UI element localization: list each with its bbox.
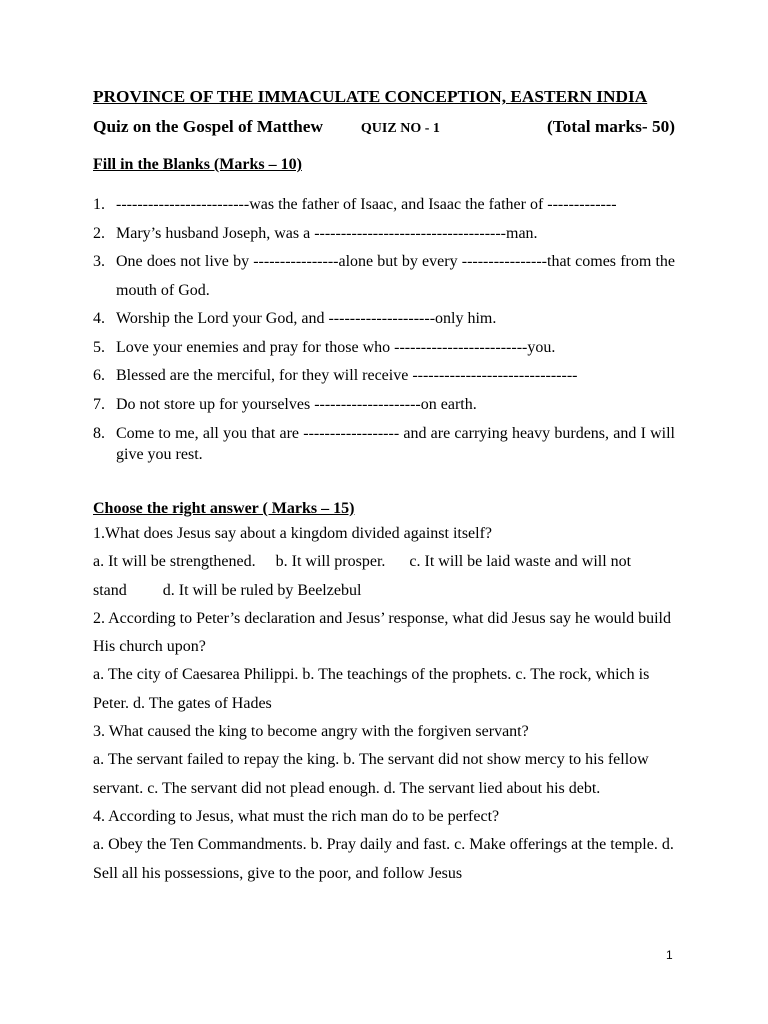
item-text: One does not live by ----------------alone but by every ----------------that comes from the mouth of God. xyxy=(116,253,675,299)
item-text: -------------------------was the father of Isaac, and Isaac the father of ------------- xyxy=(116,196,617,213)
fill-blanks-list xyxy=(93,191,675,465)
total-marks: (Total marks- 50) xyxy=(546,117,675,136)
page-number: 1 xyxy=(666,948,673,962)
document-page xyxy=(93,86,675,888)
item-text: Do not store up for yourselves --------------------on earth. xyxy=(116,395,477,413)
item-number: 2. xyxy=(93,224,105,242)
item-text: Love your enemies and pray for those who -------------------------you. xyxy=(116,338,556,356)
item-number: 1. xyxy=(93,196,105,213)
item-number: 8. xyxy=(93,425,105,442)
document-title: PROVINCE OF THE IMMACULATE CONCEPTION, EASTERN INDIA xyxy=(93,87,648,106)
question-options: a. It will be strengthened. b. It will prosper. c. It will be laid waste and will not stand d. It will be ruled by Beelzebul xyxy=(93,553,632,599)
item-number: 3. xyxy=(93,253,105,270)
item-text: Worship the Lord your God, and --------------------only him. xyxy=(116,310,497,327)
list-item xyxy=(93,220,675,249)
question-text: 3. What caused the king to become angry with the forgiven servant? xyxy=(93,723,529,741)
item-number: 7. xyxy=(93,395,105,413)
quiz-subtitle-row xyxy=(93,116,675,140)
list-item xyxy=(93,334,675,363)
item-text: Blessed are the merciful, for they will receive ------------------------------- xyxy=(116,367,578,384)
item-text: Come to me, all you that are ------------------ and are carrying heavy burdens, and I will give you rest. xyxy=(116,425,675,463)
question-options: a. The servant failed to repay the king. b. The servant did not show mercy to his fellow servant. c. The servant did not plead enough. d. The servant lied about his debt. xyxy=(93,751,649,797)
item-text: Mary’s husband Joseph, was a ------------------------------------man. xyxy=(116,224,538,242)
question-options: a. Obey the Ten Commandments. b. Pray daily and fast. c. Make offerings at the temple. d. Sell all his possessions, give to the poor, and follow Jesus xyxy=(93,836,674,882)
question-text: 4. According to Jesus, what must the rich man do to be perfect? xyxy=(93,807,500,825)
fill-blanks-heading: Fill in the Blanks (Marks – 10) xyxy=(93,156,302,173)
item-number: 5. xyxy=(93,338,105,356)
list-item xyxy=(93,391,675,420)
list-item xyxy=(93,248,675,305)
item-number: 4. xyxy=(93,310,105,327)
list-item xyxy=(93,423,675,465)
choose-answer-heading: Choose the right answer ( Marks – 15) xyxy=(93,500,355,517)
question-text: 1.What does Jesus say about a kingdom divided against itself? xyxy=(93,525,493,542)
list-item xyxy=(93,191,675,220)
list-item xyxy=(93,362,675,391)
item-number: 6. xyxy=(93,367,105,384)
quiz-title: Quiz on the Gospel of Matthew xyxy=(93,117,323,136)
question-text: 2. According to Peter’s declaration and Jesus’ response, what did Jesus say he would build His church upon? xyxy=(93,609,671,656)
quiz-number: QUIZ NO - 1 xyxy=(360,121,440,136)
list-item xyxy=(93,305,675,334)
question-options: a. The city of Caesarea Philippi. b. The teachings of the prophets. c. The rock, which is Peter. d. The gates of Hades xyxy=(93,666,650,712)
mcq-list xyxy=(93,520,675,888)
